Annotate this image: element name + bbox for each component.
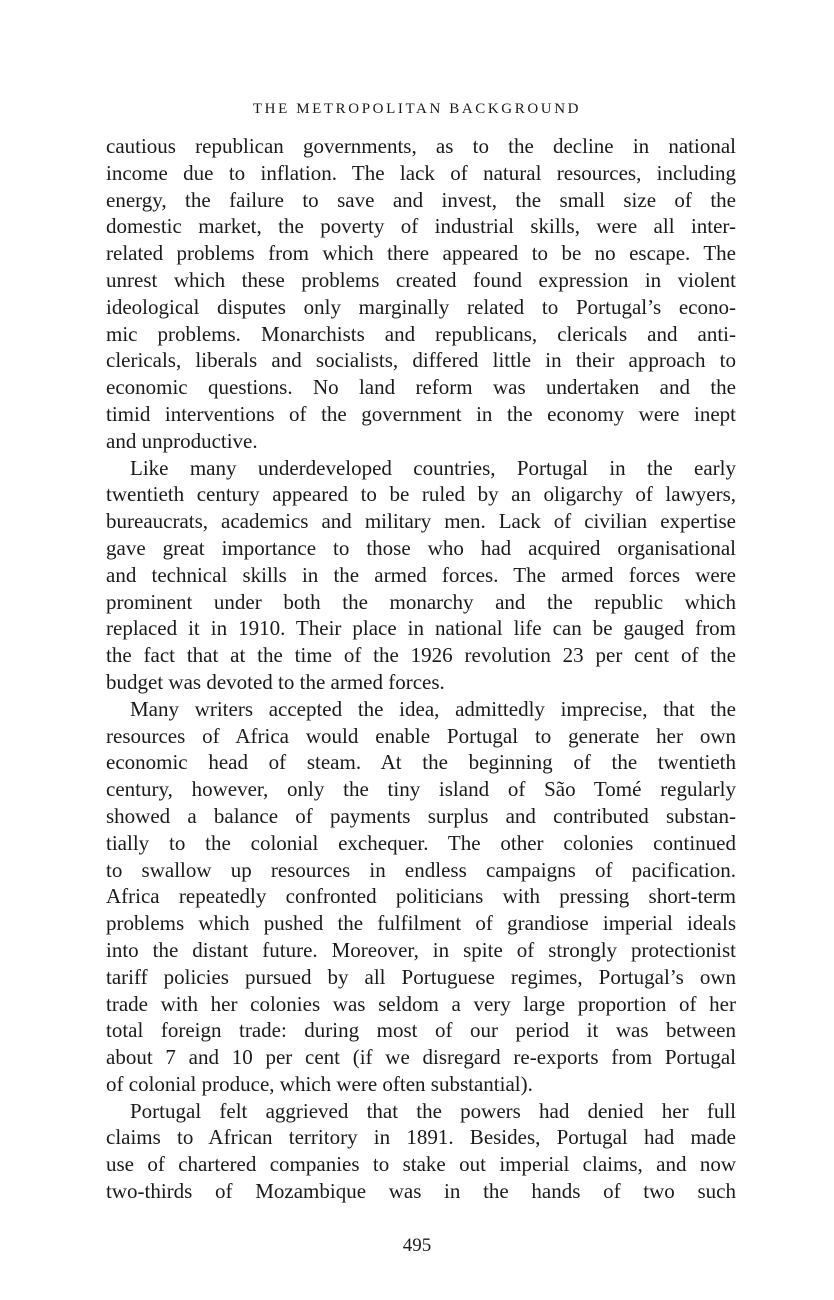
- body-text: [106, 133, 736, 1205]
- text-line: Many writers accepted the idea, admittedly imprecise, that the: [130, 696, 736, 721]
- text-line: timid interventions of the government in the economy were inept: [106, 401, 736, 426]
- page-number: 495: [402, 1235, 432, 1256]
- text-line: tariff policies pursued by all Portuguese regimes, Portugal’s own: [106, 964, 736, 989]
- text-line: domestic market, the poverty of industrial skills, were all inter-: [106, 214, 736, 239]
- text-line: related problems from which there appeared to be no escape. The: [106, 241, 736, 266]
- text-line: resources of Africa would enable Portugal to generate her own: [106, 723, 736, 748]
- text-line: into the distant future. Moreover, in spite of strongly protectionist: [106, 937, 736, 962]
- text-line: clericals, liberals and socialists, differed little in their approach to: [106, 348, 736, 373]
- text-line: showed a balance of payments surplus and contributed substan-: [106, 803, 736, 828]
- text-line: and unproductive.: [106, 428, 258, 453]
- paragraph: [106, 133, 736, 455]
- text-line: tially to the colonial exchequer. The other colonies continued: [106, 830, 736, 855]
- text-line: gave great importance to those who had acquired organisational: [106, 535, 736, 560]
- text-line: to swallow up resources in endless campaigns of pacification.: [106, 857, 736, 882]
- paragraph: [106, 455, 736, 696]
- text-line: and technical skills in the armed forces. The armed forces were: [106, 562, 736, 587]
- text-line: economic questions. No land reform was undertaken and the: [106, 375, 736, 400]
- text-line: trade with her colonies was seldom a very large proportion of her: [106, 991, 736, 1016]
- text-line: Like many underdeveloped countries, Portugal in the early: [130, 455, 736, 480]
- text-line: economic head of steam. At the beginning of the twentieth: [106, 750, 736, 775]
- text-line: unrest which these problems created found expression in violent: [106, 267, 736, 292]
- text-line: income due to inflation. The lack of natural resources, including: [106, 160, 736, 185]
- text-line: cautious republican governments, as to the decline in national: [106, 134, 736, 158]
- text-line: twentieth century appeared to be ruled by an oligarchy of lawyers,: [106, 482, 736, 507]
- text-line: two-thirds of Mozambique was in the hands of two such: [106, 1179, 736, 1204]
- running-head: THE METROPOLITAN BACKGROUND: [252, 101, 582, 117]
- paragraph: [106, 1098, 736, 1205]
- text-line: the fact that at the time of the 1926 revolution 23 per cent of the: [106, 643, 736, 668]
- text-line: total foreign trade: during most of our period it was between: [106, 1018, 736, 1043]
- text-line: claims to African territory in 1891. Besides, Portugal had made: [106, 1125, 736, 1150]
- text-line: ideological disputes only marginally related to Portugal’s econo-: [106, 294, 736, 319]
- text-line: century, however, only the tiny island of São Tomé regularly: [106, 777, 736, 802]
- text-line: prominent under both the monarchy and the republic which: [106, 589, 736, 614]
- text-line: about 7 and 10 per cent (if we disregard re-exports from Portugal: [106, 1045, 736, 1070]
- text-line: replaced it in 1910. Their place in national life can be gauged from: [106, 616, 736, 641]
- text-line: Africa repeatedly confronted politicians with pressing short-term: [106, 884, 736, 909]
- text-line: mic problems. Monarchists and republicans, clericals and anti-: [106, 321, 736, 346]
- text-line: Portugal felt aggrieved that the powers had denied her full: [130, 1098, 736, 1123]
- text-line: energy, the failure to save and invest, the small size of the: [106, 187, 736, 212]
- text-line: bureaucrats, academics and military men. Lack of civilian expertise: [106, 509, 736, 534]
- paragraph: [106, 696, 736, 1098]
- text-line: of colonial produce, which were often substantial).: [106, 1071, 533, 1096]
- text-line: use of chartered companies to stake out imperial claims, and now: [106, 1152, 736, 1177]
- text-line: budget was devoted to the armed forces.: [106, 669, 445, 694]
- text-line: problems which pushed the fulfilment of grandiose imperial ideals: [106, 911, 736, 936]
